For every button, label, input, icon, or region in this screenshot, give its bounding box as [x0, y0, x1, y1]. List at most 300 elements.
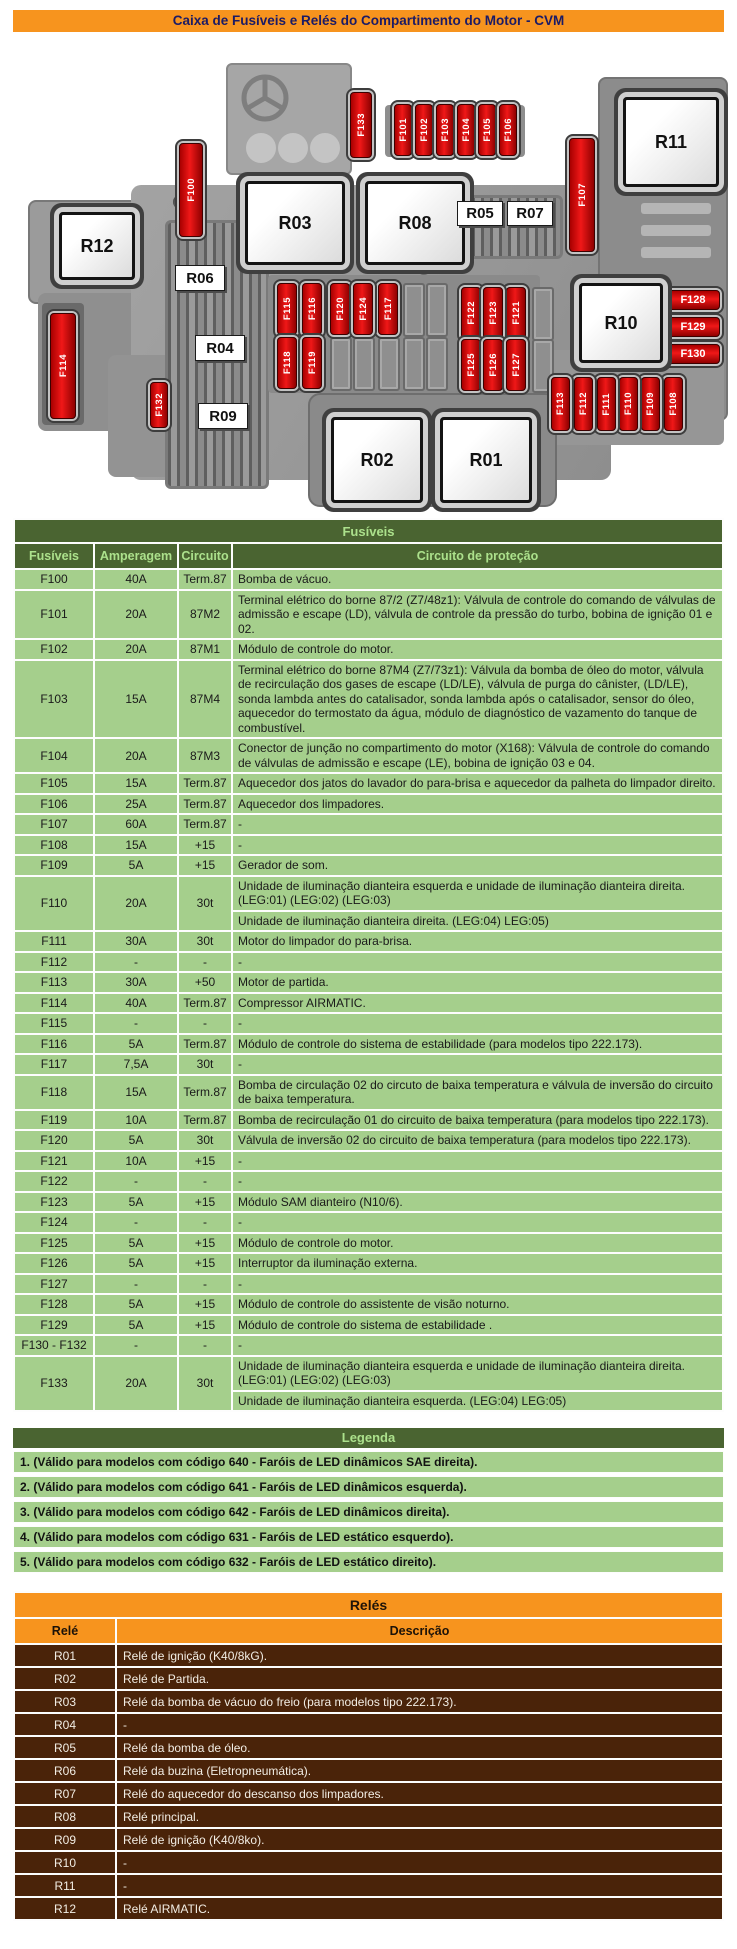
relay-id-cell: R06 — [14, 1759, 116, 1782]
fuse-id-cell: F100 — [14, 569, 94, 590]
fuse-id-cell: F121 — [14, 1151, 94, 1172]
fuse-label: F108 — [668, 392, 679, 416]
fuse-f110 — [619, 377, 638, 431]
relay-desc-cell: Relé principal. — [116, 1805, 723, 1828]
protection-cell: Unidade de iluminação dianteira esquerda e unidade de iluminação dianteira direita. (LEG:01) (LEG:02) (LEG:03) — [232, 1356, 723, 1391]
amperage-cell: 30A — [94, 972, 178, 993]
amperage-cell: 10A — [94, 1151, 178, 1172]
fuse-f126 — [483, 339, 503, 391]
amperage-cell: - — [94, 952, 178, 973]
amperage-cell: 15A — [94, 1075, 178, 1110]
fuse-table-row — [14, 1212, 723, 1233]
amperage-cell: 25A — [94, 794, 178, 815]
fuse-label: F102 — [418, 118, 430, 142]
fuse-f114 — [50, 313, 76, 419]
fuse-table-row — [14, 855, 723, 876]
fuse-id-cell: F128 — [14, 1294, 94, 1315]
protection-cell: - — [232, 1054, 723, 1075]
empty-fuse-slot — [532, 287, 554, 341]
relay-table-row — [14, 1851, 723, 1874]
circuit-cell: +15 — [178, 1294, 232, 1315]
amperage-cell: 5A — [94, 1315, 178, 1336]
col-header-description: Descrição — [116, 1618, 723, 1644]
amperage-cell: 40A — [94, 993, 178, 1014]
col-header-fuse: Fusíveis — [14, 543, 94, 569]
protection-cell: Aquecedor dos limpadores. — [232, 794, 723, 815]
protection-cell: Unidade de iluminação dianteira esquerda. (LEG:04) LEG:05) — [232, 1391, 723, 1412]
fuse-f122 — [461, 287, 481, 339]
fuse-id-cell: F101 — [14, 590, 94, 640]
fuse-table-row — [14, 1034, 723, 1055]
fuse-label: F128 — [680, 294, 706, 306]
fuse-label: F125 — [465, 353, 477, 377]
fuse-table-row — [14, 660, 723, 739]
protection-cell: Aquecedor dos jatos do lavador do para-brisa e aquecedor da palheta do limpador direito. — [232, 773, 723, 794]
fuse-f128 — [666, 290, 720, 310]
fuse-f118 — [277, 337, 297, 389]
fuse-table-row — [14, 1274, 723, 1295]
relay-id-cell: R11 — [14, 1874, 116, 1897]
relay-table-row — [14, 1805, 723, 1828]
relay-label-r05: R05 — [457, 201, 503, 226]
fuse-id-cell: F130 - F132 — [14, 1335, 94, 1356]
circuit-cell: Term.87 — [178, 569, 232, 590]
amperage-cell: 5A — [94, 855, 178, 876]
circuit-cell: Term.87 — [178, 773, 232, 794]
relay-label-r07: R07 — [507, 201, 553, 226]
relay-table-row — [14, 1759, 723, 1782]
relay-id-cell: R10 — [14, 1851, 116, 1874]
relay-desc-cell: Relé do aquecedor do descanso dos limpadores. — [116, 1782, 723, 1805]
fuse-label: F117 — [382, 297, 394, 321]
fuse-label: F111 — [601, 392, 612, 416]
fuse-table-row — [14, 639, 723, 660]
circuit-cell: +50 — [178, 972, 232, 993]
fuse-f101 — [394, 104, 412, 156]
relay-desc-cell: - — [116, 1851, 723, 1874]
fuse-table-row — [14, 993, 723, 1014]
relay-table-row — [14, 1736, 723, 1759]
empty-fuse-slot — [353, 337, 375, 391]
protection-cell: Bomba de recirculação 01 do circuito de baixa temperatura (para modelos tipo 222.173). — [232, 1110, 723, 1131]
circuit-cell: 30t — [178, 931, 232, 952]
amperage-cell: 20A — [94, 876, 178, 932]
fuse-f121 — [506, 287, 526, 339]
protection-cell: - — [232, 1171, 723, 1192]
fuse-table-row — [14, 1171, 723, 1192]
fuse-id-cell: F109 — [14, 855, 94, 876]
fuse-label: F109 — [645, 392, 656, 416]
fuse-label: F110 — [623, 392, 634, 416]
fuse-table-body — [14, 569, 723, 1411]
fuse-label: F123 — [487, 301, 499, 325]
fuse-label: F105 — [481, 118, 493, 142]
amperage-cell: 5A — [94, 1253, 178, 1274]
protection-cell: Unidade de iluminação dianteira direita. (LEG:04) LEG:05) — [232, 911, 723, 932]
fuse-label: F106 — [502, 118, 514, 142]
circuit-cell: 87M3 — [178, 738, 232, 773]
amperage-cell: 5A — [94, 1130, 178, 1151]
protection-cell: Gerador de som. — [232, 855, 723, 876]
empty-fuse-slot — [426, 337, 448, 391]
legend-item: 3. (Válido para modelos com código 642 - Faróis de LED dinâmicos direita). — [13, 1501, 724, 1523]
vent-slot — [641, 225, 711, 236]
fuse-f123 — [483, 287, 503, 339]
amperage-cell: 7,5A — [94, 1054, 178, 1075]
fuse-f115 — [277, 283, 297, 335]
fuse-label: F119 — [306, 351, 318, 375]
amperage-cell: 40A — [94, 569, 178, 590]
relay-desc-cell: Relé da bomba de vácuo do freio (para modelos tipo 222.173). — [116, 1690, 723, 1713]
relay-desc-cell: Relé de Partida. — [116, 1667, 723, 1690]
circuit-cell: +15 — [178, 1192, 232, 1213]
protection-cell: - — [232, 1013, 723, 1034]
fuse-id-cell: F116 — [14, 1034, 94, 1055]
vent-slot — [641, 203, 711, 214]
fuse-label: F126 — [487, 353, 499, 377]
fuse-f113 — [551, 377, 570, 431]
amperage-cell: 5A — [94, 1034, 178, 1055]
fuse-f132 — [150, 382, 168, 428]
empty-fuse-slot — [403, 337, 425, 391]
legend-title: Legenda — [13, 1428, 724, 1448]
fuse-id-cell: F133 — [14, 1356, 94, 1412]
fuse-id-cell: F113 — [14, 972, 94, 993]
relay-r12: R12 — [59, 212, 135, 280]
relay-table-body — [14, 1644, 723, 1920]
circuit-cell: Term.87 — [178, 794, 232, 815]
fuse-label: F103 — [439, 118, 451, 142]
fuse-table-row — [14, 569, 723, 590]
fuse-f127 — [506, 339, 526, 391]
fuse-table-row — [14, 1075, 723, 1110]
fuse-f102 — [415, 104, 433, 156]
circuit-cell: - — [178, 1013, 232, 1034]
fuse-f107 — [569, 138, 595, 252]
empty-fuse-slot — [426, 283, 448, 337]
fuse-id-cell: F111 — [14, 931, 94, 952]
fuse-f129 — [666, 317, 720, 337]
protection-cell: - — [232, 1274, 723, 1295]
relay-id-cell: R03 — [14, 1690, 116, 1713]
circuit-cell: +15 — [178, 1253, 232, 1274]
relay-r03: R03 — [245, 181, 345, 265]
fuse-table-row — [14, 738, 723, 773]
circuit-cell: +15 — [178, 1151, 232, 1172]
fuse-f120 — [330, 283, 350, 335]
fuse-f105 — [478, 104, 496, 156]
col-header-protection: Circuito de proteção — [232, 543, 723, 569]
relay-desc-cell: Relé de ignição (K40/8kG). — [116, 1644, 723, 1667]
circuit-cell: 87M1 — [178, 639, 232, 660]
empty-fuse-slot — [330, 337, 352, 391]
fuse-table — [13, 518, 724, 1412]
fuse-id-cell: F103 — [14, 660, 94, 739]
fuse-table-row — [14, 1233, 723, 1254]
relay-desc-cell: - — [116, 1713, 723, 1736]
protection-cell: Módulo SAM dianteiro (N10/6). — [232, 1192, 723, 1213]
fuse-label: F121 — [510, 301, 522, 325]
fuse-table-row — [14, 1192, 723, 1213]
protection-cell: Terminal elétrico do borne 87M4 (Z7/73z1): Válvula da bomba de óleo do motor, válvula de recirculação dos gases de escape (LD/LE), válvula de purga do cânister, (LD/LE), sonda lambda antes do catalisador, sonda lambda após o catalisador, sensor do óleo, aquecedor do termostato da água, módulo de diagnóstico de vazamento do tanque de combustível. — [232, 660, 723, 739]
empty-fuse-slot — [403, 283, 425, 337]
circuit-cell: 87M4 — [178, 660, 232, 739]
fuse-table-row — [14, 1294, 723, 1315]
amperage-cell: 20A — [94, 1356, 178, 1412]
relay-table — [13, 1591, 724, 1921]
amperage-cell: 60A — [94, 814, 178, 835]
legend-item: 4. (Válido para modelos com código 631 - Faróis de LED estático esquerdo). — [13, 1526, 724, 1548]
circuit-cell: 30t — [178, 1130, 232, 1151]
protection-cell: Conector de junção no compartimento do motor (X168): Válvula de controle do comando de válvulas de admissão e escape (LE), bobina de ignição 03 e 04. — [232, 738, 723, 773]
relay-id-cell: R09 — [14, 1828, 116, 1851]
amperage-cell: - — [94, 1274, 178, 1295]
protection-cell: - — [232, 1151, 723, 1172]
circuit-cell: +15 — [178, 855, 232, 876]
fuse-f100 — [179, 143, 203, 237]
mercedes-star-icon — [240, 73, 290, 123]
fuse-id-cell: F129 — [14, 1315, 94, 1336]
amperage-cell: 20A — [94, 590, 178, 640]
relay-desc-cell: Relé da buzina (Eletropneumática). — [116, 1759, 723, 1782]
fuse-f116 — [302, 283, 322, 335]
fuse-id-cell: F120 — [14, 1130, 94, 1151]
amperage-cell: 5A — [94, 1233, 178, 1254]
circuit-cell: Term.87 — [178, 993, 232, 1014]
relay-table-row — [14, 1644, 723, 1667]
fuse-table-row — [14, 1253, 723, 1274]
relay-table-row — [14, 1897, 723, 1920]
fuse-table-row — [14, 952, 723, 973]
fuse-label: F120 — [334, 297, 346, 321]
protection-cell: Terminal elétrico do borne 87/2 (Z7/48z1): Válvula de controle do comando de válvulas de admissão e escape (LD), válvula de controle da pressão do turbo, bobina de ignição 01 e 02. — [232, 590, 723, 640]
fuse-id-cell: F124 — [14, 1212, 94, 1233]
fuse-label: F127 — [510, 353, 522, 377]
protection-cell: Compressor AIRMATIC. — [232, 993, 723, 1014]
connector-circle — [246, 133, 276, 163]
fuse-id-cell: F106 — [14, 794, 94, 815]
fuse-label: F132 — [153, 393, 165, 417]
relay-desc-cell: Relé AIRMATIC. — [116, 1897, 723, 1920]
relay-table-row — [14, 1690, 723, 1713]
fuse-f124 — [353, 283, 373, 335]
fuse-id-cell: F122 — [14, 1171, 94, 1192]
fuse-table-row — [14, 773, 723, 794]
protection-cell: Módulo de controle do sistema de estabilidade (para modelos tipo 222.173). — [232, 1034, 723, 1055]
fuse-table-row — [14, 876, 723, 911]
amperage-cell: 20A — [94, 738, 178, 773]
circuit-cell: - — [178, 1212, 232, 1233]
protection-cell: Bomba de vácuo. — [232, 569, 723, 590]
protection-cell: - — [232, 814, 723, 835]
circuit-cell: +15 — [178, 1233, 232, 1254]
fuse-label: F124 — [357, 297, 369, 321]
protection-cell: - — [232, 835, 723, 856]
fuse-table-row — [14, 1151, 723, 1172]
circuit-cell: - — [178, 952, 232, 973]
fuse-id-cell: F127 — [14, 1274, 94, 1295]
relay-r11: R11 — [623, 97, 719, 187]
relay-desc-cell: - — [116, 1874, 723, 1897]
fuse-table-row — [14, 1013, 723, 1034]
fuse-id-cell: F119 — [14, 1110, 94, 1131]
fuse-label: F101 — [397, 118, 409, 142]
amperage-cell: 15A — [94, 660, 178, 739]
fuse-table-row — [14, 1054, 723, 1075]
legend-item: 1. (Válido para modelos com código 640 - Faróis de LED dinâmicos SAE direita). — [13, 1451, 724, 1473]
fuse-label: F113 — [555, 392, 566, 416]
fuse-box-diagram — [13, 55, 724, 505]
connector-circle — [310, 133, 340, 163]
protection-cell: Interruptor da iluminação externa. — [232, 1253, 723, 1274]
fuse-id-cell: F105 — [14, 773, 94, 794]
fuse-table-row — [14, 1335, 723, 1356]
amperage-cell: 5A — [94, 1294, 178, 1315]
fuse-table-row — [14, 972, 723, 993]
fuse-label: F130 — [680, 348, 706, 360]
fuse-table-row — [14, 590, 723, 640]
empty-fuse-slot — [378, 337, 400, 391]
fuse-f125 — [461, 339, 481, 391]
protection-cell: Bomba de circulação 02 do circuto de baixa temperatura e válvula de inversão do circuito de baixa temperatura. — [232, 1075, 723, 1110]
relay-id-cell: R05 — [14, 1736, 116, 1759]
amperage-cell: - — [94, 1171, 178, 1192]
col-header-relay: Relé — [14, 1618, 116, 1644]
relay-table-row — [14, 1782, 723, 1805]
relay-id-cell: R12 — [14, 1897, 116, 1920]
amperage-cell: 15A — [94, 773, 178, 794]
relay-desc-cell: Relé da bomba de óleo. — [116, 1736, 723, 1759]
fuse-table-row — [14, 1356, 723, 1391]
relay-label-r06: R06 — [175, 265, 225, 291]
fuse-table-row — [14, 814, 723, 835]
protection-cell: Módulo de controle do sistema de estabilidade . — [232, 1315, 723, 1336]
fuse-label: F115 — [281, 297, 293, 321]
fuse-f119 — [302, 337, 322, 389]
relay-r02: R02 — [331, 417, 423, 503]
relay-r01: R01 — [440, 417, 532, 503]
fuse-f109 — [641, 377, 660, 431]
circuit-cell: 30t — [178, 876, 232, 932]
fuse-label: F129 — [680, 321, 706, 333]
fuse-label: F118 — [281, 351, 293, 375]
circuit-cell: - — [178, 1171, 232, 1192]
protection-cell: Módulo de controle do assistente de visão noturno. — [232, 1294, 723, 1315]
relay-table-title: Relés — [14, 1592, 723, 1618]
protection-cell: Motor do limpador do para-brisa. — [232, 931, 723, 952]
circuit-cell: 87M2 — [178, 590, 232, 640]
relay-id-cell: R02 — [14, 1667, 116, 1690]
fuse-id-cell: F115 — [14, 1013, 94, 1034]
relay-table-row — [14, 1828, 723, 1851]
fuse-label: F107 — [576, 183, 588, 207]
relay-id-cell: R08 — [14, 1805, 116, 1828]
legend-item: 2. (Válido para modelos com código 641 - Faróis de LED dinâmicos esquerda). — [13, 1476, 724, 1498]
protection-cell: Módulo de controle do motor. — [232, 639, 723, 660]
circuit-cell: Term.87 — [178, 814, 232, 835]
fuse-table-row — [14, 1110, 723, 1131]
fuse-id-cell: F114 — [14, 993, 94, 1014]
relay-r08: R08 — [365, 181, 465, 265]
fuse-table-row — [14, 794, 723, 815]
circuit-cell: - — [178, 1274, 232, 1295]
relay-table-row — [14, 1713, 723, 1736]
fuse-f130 — [666, 344, 720, 364]
relay-id-cell: R01 — [14, 1644, 116, 1667]
fuse-label: F122 — [465, 301, 477, 325]
fuse-f133 — [350, 92, 372, 158]
fuse-label: F100 — [185, 178, 197, 202]
fuse-table-row — [14, 931, 723, 952]
relay-table-row — [14, 1874, 723, 1897]
fuse-id-cell: F108 — [14, 835, 94, 856]
circuit-cell: +15 — [178, 835, 232, 856]
amperage-cell: 10A — [94, 1110, 178, 1131]
fuse-table-row — [14, 1315, 723, 1336]
fuse-id-cell: F110 — [14, 876, 94, 932]
circuit-cell: - — [178, 1335, 232, 1356]
vent-slot — [641, 247, 711, 258]
relay-id-cell: R07 — [14, 1782, 116, 1805]
fuse-f104 — [457, 104, 475, 156]
fuse-id-cell: F104 — [14, 738, 94, 773]
connector-circle — [278, 133, 308, 163]
fuse-id-cell: F126 — [14, 1253, 94, 1274]
col-header-amperage: Amperagem — [94, 543, 178, 569]
fuse-label: F112 — [578, 392, 589, 416]
fuse-id-cell: F118 — [14, 1075, 94, 1110]
protection-cell: - — [232, 952, 723, 973]
fuse-f106 — [499, 104, 517, 156]
fuse-id-cell: F107 — [14, 814, 94, 835]
protection-cell: - — [232, 1335, 723, 1356]
fuse-f112 — [574, 377, 593, 431]
amperage-cell: - — [94, 1212, 178, 1233]
protection-cell: - — [232, 1212, 723, 1233]
legend-item: 5. (Válido para modelos com código 632 - Faróis de LED estático direito). — [13, 1551, 724, 1573]
amperage-cell: 5A — [94, 1192, 178, 1213]
page-title: Caixa de Fusíveis e Relés do Compartimento do Motor - CVM — [13, 10, 724, 32]
fuse-label: F114 — [57, 354, 69, 378]
circuit-cell: Term.87 — [178, 1110, 232, 1131]
protection-cell: Módulo de controle do motor. — [232, 1233, 723, 1254]
fuse-label: F104 — [460, 118, 472, 142]
legend-list — [13, 1451, 724, 1573]
amperage-cell: - — [94, 1335, 178, 1356]
fuse-label: F133 — [355, 113, 367, 137]
relay-id-cell: R04 — [14, 1713, 116, 1736]
protection-cell: Unidade de iluminação dianteira esquerda e unidade de iluminação dianteira direita. (LEG:01) (LEG:02) (LEG:03) — [232, 876, 723, 911]
amperage-cell: 30A — [94, 931, 178, 952]
circuit-cell: 30t — [178, 1054, 232, 1075]
fuse-id-cell: F117 — [14, 1054, 94, 1075]
amperage-cell: 15A — [94, 835, 178, 856]
protection-cell: Motor de partida. — [232, 972, 723, 993]
fuse-f117 — [378, 283, 398, 335]
relay-label-r04: R04 — [195, 335, 245, 361]
circuit-cell: +15 — [178, 1315, 232, 1336]
col-header-circuit: Circuito — [178, 543, 232, 569]
circuit-cell: 30t — [178, 1356, 232, 1412]
fuse-id-cell: F123 — [14, 1192, 94, 1213]
fuse-label: F116 — [306, 297, 318, 321]
fuse-table-title: Fusíveis — [14, 519, 723, 543]
amperage-cell: - — [94, 1013, 178, 1034]
relay-desc-cell: Relé de ignição (K40/8ko). — [116, 1828, 723, 1851]
amperage-cell: 20A — [94, 639, 178, 660]
fuse-f108 — [664, 377, 683, 431]
fuse-id-cell: F125 — [14, 1233, 94, 1254]
